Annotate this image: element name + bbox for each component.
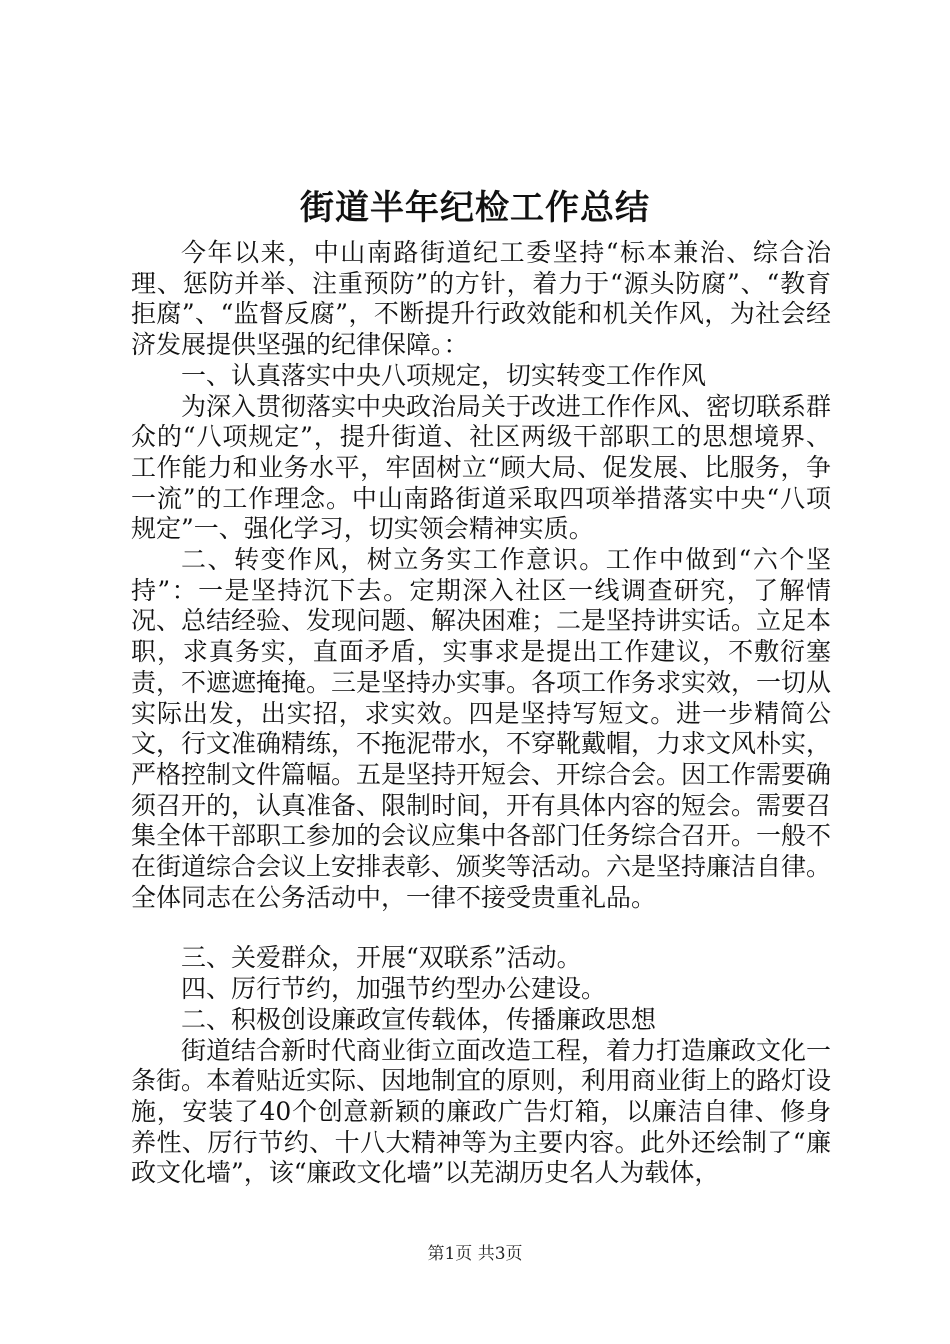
intro-paragraph: 今年以来，中山南路街道纪工委坚持“标本兼治、综合治理、惩防并举、注重预防”的方针，着力于“源头防腐”、“教育拒腐”、“监督反腐”，不断提升行政效能和机关作风，为社会经济发展提供坚强的纪律保障。：: [131, 238, 831, 360]
document-title: 街道半年纪检工作总结: [300, 188, 650, 228]
list-item: 三、关爱群众，开展“双联系”活动。: [181, 943, 582, 973]
page-footer: 第1页 共3页: [427, 1244, 523, 1264]
body-paragraph: 二、转变作风，树立务实工作意识。工作中做到“六个坚持”：一是坚持沉下去。定期深入社区一线调查研究，了解情况、总结经验、发现问题、解决困难；二是坚持讲实话。立足本职，求真务实，直面矛盾，实事求是提出工作建议，不敷衍塞责，不遮遮掩掩。三是坚持办实事。各项工作务求实效，一切从实际出发，出实招，求实效。四是坚持写短文。进一步精简公文，行文准确精练，不拖泥带水，不穿靴戴帽，力求文风朴实，严格控制文件篇幅。五是坚持开短会、开综合会。因工作需要确须召开的，认真准备、限制时间，开有具体内容的短会。需要召集全体干部职工参加的会议应集中各部门任务综合召开。一般不在街道综合会议上安排表彰、颁奖等活动。六是坚持廉洁自律。全体同志在公务活动中，一律不接受贵重礼品。: [131, 545, 832, 912]
document-body: [131, 238, 831, 1189]
paragraph-gap: [131, 913, 831, 943]
section-heading-1: 一、认真落实中央八项规定，切实转变工作作风: [181, 360, 707, 390]
section-heading-2: 二、积极创设廉政宣传载体，传播廉政思想: [181, 1004, 657, 1034]
list-item: 四、厉行节约，加强节约型办公建设。: [181, 974, 607, 1004]
body-paragraph: 为深入贯彻落实中央政治局关于改进工作作风、密切联系群众的“八项规定”，提升街道、社区两级干部职工的思想境界、工作能力和业务水平，牢固树立“顾大局、促发展、比服务，争一流”的工作理念。中山南路街道采取四项举措落实中央“八项规定”一、强化学习，切实领会精神实质。: [131, 391, 832, 544]
body-paragraph: 街道结合新时代商业街立面改造工程，着力打造廉政文化一条街。本着贴近实际、因地制宜的原则，利用商业街上的路灯设施，安装了40个创意新颖的廉政广告灯箱，以廉洁自律、修身养性、厉行节约、十八大精神等为主要内容。此外还绘制了“廉政文化墙”，该“廉政文化墙”以芜湖历史名人为载体，: [131, 1035, 832, 1188]
